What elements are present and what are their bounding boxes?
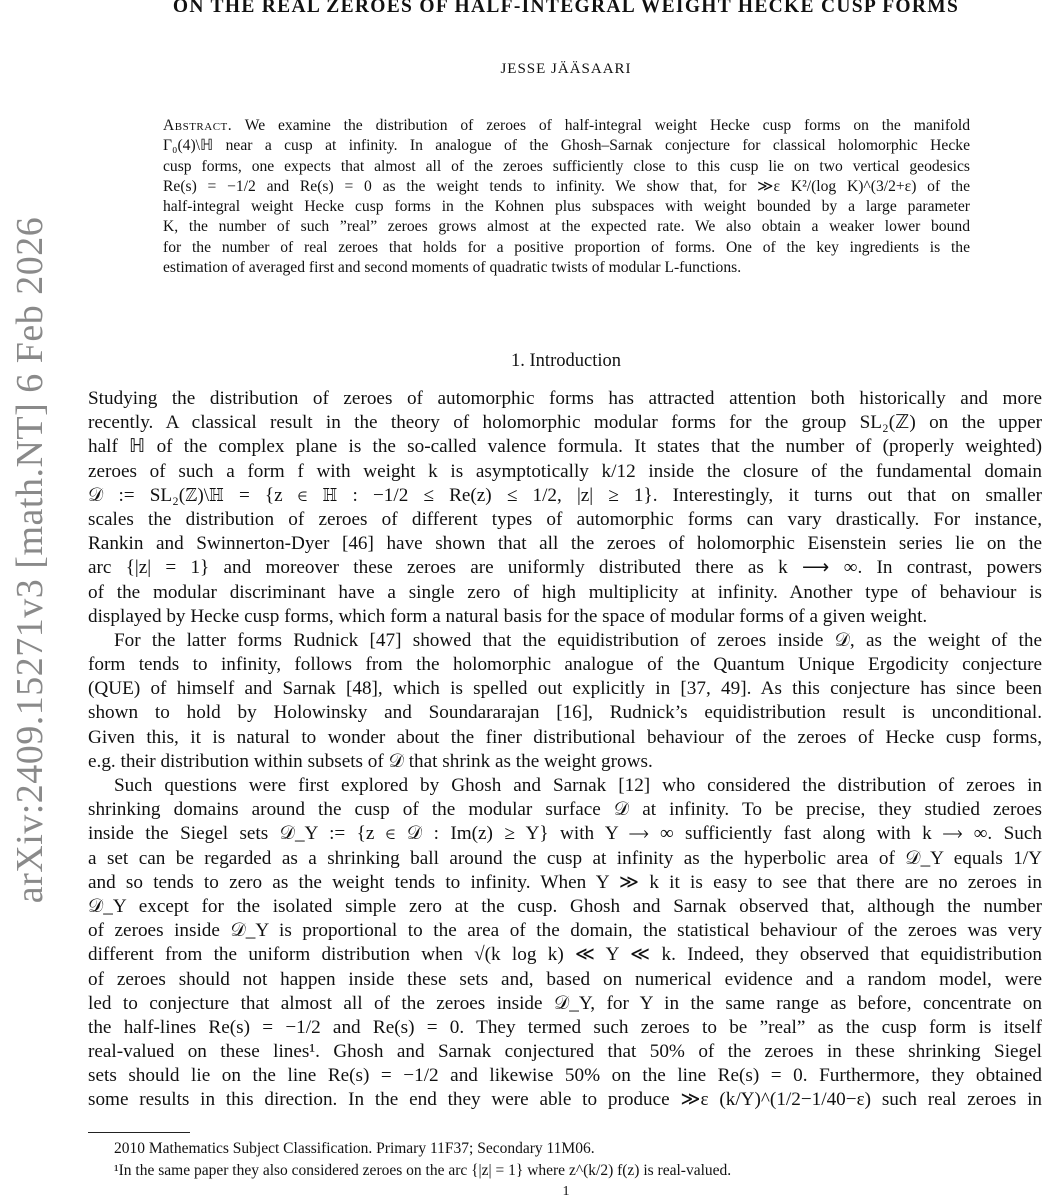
body-line: led to conjecture that almost all of the zeroes inside 𝒟_Y, for Y in the same range as before, concentrate on xyxy=(88,992,1042,1014)
footnote-rule xyxy=(88,1132,190,1133)
body-line: different from the uniform distribution when √(k log k) ≪ Y ≪ k. Indeed, they observed that equidistribution xyxy=(88,944,1042,966)
body-line: shown to hold by Holowinsky and Soundararajan [16], Rudnick’s equidistribution result is unconditional. xyxy=(88,702,1042,724)
body-line: 𝒟 := SL₂(ℤ)\ℍ = {z ∈ ℍ : −1/2 ≤ Re(z) ≤ 1/2, |z| ≥ 1}. Interestingly, it turns out that on smaller xyxy=(88,484,1042,506)
body-line: and so tends to zero as the weight tends to infinity. When Y ≫ k it is easy to see that there are no zeroes in xyxy=(88,871,1042,893)
body-line: Such questions were first explored by Ghosh and Sarnak [12] who considered the distribution of zeroes in xyxy=(114,775,1042,796)
body-line: form tends to infinity, follows from the holomorphic analogue of the Quantum Unique Ergodicity conjecture xyxy=(88,654,1042,676)
abstract-text: We examine the distribution of zeroes of half-integral weight Hecke cusp forms on the manifold xyxy=(244,117,970,134)
msc-footnote: 2010 Mathematics Subject Classification. Primary 11F37; Secondary 11M06. xyxy=(114,1140,595,1157)
abstract-line: cusp forms, one expects that almost all of the zeroes sufficiently close to this cusp lie on two vertical geodesics xyxy=(163,157,970,175)
body-line: Rankin and Swinnerton-Dyer [46] have shown that all the zeroes of holomorphic Eisenstein series lie on the xyxy=(88,533,1042,555)
body-line: inside the Siegel sets 𝒟_Y := {z ∈ 𝒟 : Im(z) ≥ Y} with Y ⟶ ∞ sufficiently fast along with k ⟶ ∞. Such xyxy=(88,823,1042,845)
page-number: 1 xyxy=(562,1184,570,1199)
body-line: real-valued on these lines¹. Ghosh and Sarnak conjectured that 50% of the zeroes in these shrinking Siegel xyxy=(88,1041,1042,1063)
body-line: scales the distribution of zeroes of different types of automorphic forms can vary drastically. For instance, xyxy=(88,508,1042,530)
abstract-label: Abstract. xyxy=(163,117,233,134)
abstract-line: Re(s) = −1/2 and Re(s) = 0 as the weight tends to infinity. We show that, for ≫ε K²/(log K)^(3/2+ε) of the xyxy=(163,177,970,195)
author: JESSE JÄÄSAARI xyxy=(500,61,632,77)
body-line: of zeroes inside 𝒟_Y is proportional to the area of the domain, the statistical behaviour of the zeroes was very xyxy=(88,920,1042,942)
body-line: Given this, it is natural to wonder about the finer distributional behaviour of the zeroes of Hecke cusp forms, xyxy=(88,726,1042,748)
body-line: Studying the distribution of zeroes of automorphic forms has attracted attention both historically and more xyxy=(88,388,1042,409)
abstract-line: Γ₀(4)\ℍ near a cusp at infinity. In analogue of the Ghosh–Sarnak conjecture for classical holomorphic Hecke xyxy=(163,137,970,155)
body-line: recently. A classical result in the theory of holomorphic modular forms for the group SL₂(ℤ) on the upper xyxy=(88,412,1042,434)
body-line: a set can be regarded as a shrinking ball around the cusp at infinity as the hyperbolic area of 𝒟_Y equals 1/Y xyxy=(88,847,1042,869)
abstract-line: half-integral weight Hecke cusp forms in the Kohnen plus subspaces with weight bounded by a large parameter xyxy=(163,198,970,216)
body-line: 𝒟_Y except for the isolated simple zero at the cusp. Ghosh and Sarnak observed that, although the number xyxy=(88,895,1042,917)
abstract-line: K, the number of such ”real” zeroes grows almost at the expected rate. We also obtain a weaker lower bound xyxy=(163,218,970,236)
body-line: of zeroes should not happen inside these sets and, based on numerical evidence and a random model, were xyxy=(88,968,1042,990)
footnotes xyxy=(88,1138,731,1182)
section-heading: 1. Introduction xyxy=(511,351,621,371)
body-line: some results in this direction. In the end they were able to produce ≫ε (k/Y)^(1/2−1/40−ε) such real zeroes in xyxy=(88,1089,1042,1111)
footnote-1: ¹In the same paper they also considered zeroes on the arc {|z| = 1} where z^(k/2) f(z) is real-valued. xyxy=(114,1162,732,1179)
abstract-line xyxy=(163,116,970,136)
body-line: arc {|z| = 1} and moreover these zeroes are uniformly distributed there as k ⟶ ∞. In contrast, powers xyxy=(88,557,1042,579)
body-line: For the latter forms Rudnick [47] showed that the equidistribution of zeroes inside 𝒟, as the weight of the xyxy=(114,629,1042,651)
body-line: e.g. their distribution within subsets of 𝒟 that shrink as the weight grows. xyxy=(88,750,653,772)
body-line: half ℍ of the complex plane is the so-called valence formula. It states that the number of (properly weighted) xyxy=(88,436,1042,458)
paper-title: ON THE REAL ZEROES OF HALF-INTEGRAL WEIGHT HECKE CUSP FORMS xyxy=(172,0,960,17)
body-line: of the modular discriminant have a single zero of high multiplicity at infinity. Another type of behaviour is xyxy=(88,581,1042,603)
abstract-line: estimation of averaged first and second moments of quadratic twists of modular L-functions. xyxy=(163,259,742,277)
body-text xyxy=(88,387,1042,1113)
body-line: (QUE) of himself and Sarnak [48], which is spelled out explicitly in [37, 49]. As this conjecture has since been xyxy=(88,678,1042,700)
abstract xyxy=(163,116,970,278)
body-line: the half-lines Re(s) = −1/2 and Re(s) = 0. They termed such zeroes to be ”real” as the cusp form is itself xyxy=(88,1016,1042,1038)
body-line: displayed by Hecke cusp forms, which form a natural basis for the space of modular forms of a given weight. xyxy=(88,605,928,627)
body-line: sets should lie on the line Re(s) = −1/2 and likewise 50% on the line Re(s) = 0. Furthermore, they obtained xyxy=(88,1065,1042,1087)
body-line: zeroes of such a form f with weight k is asymptotically k/12 inside the closure of the fundamental domain xyxy=(88,460,1042,482)
abstract-line: for the number of real zeroes that holds for a positive proportion of forms. One of the key ingredients is the xyxy=(163,238,970,256)
arxiv-stamp: arXiv:2409.15271v3 [math.NT] 6 Feb 2026 xyxy=(9,216,51,904)
body-line: shrinking domains around the cusp of the modular surface 𝒟 at infinity. To be precise, they studied zeroes xyxy=(88,799,1042,821)
